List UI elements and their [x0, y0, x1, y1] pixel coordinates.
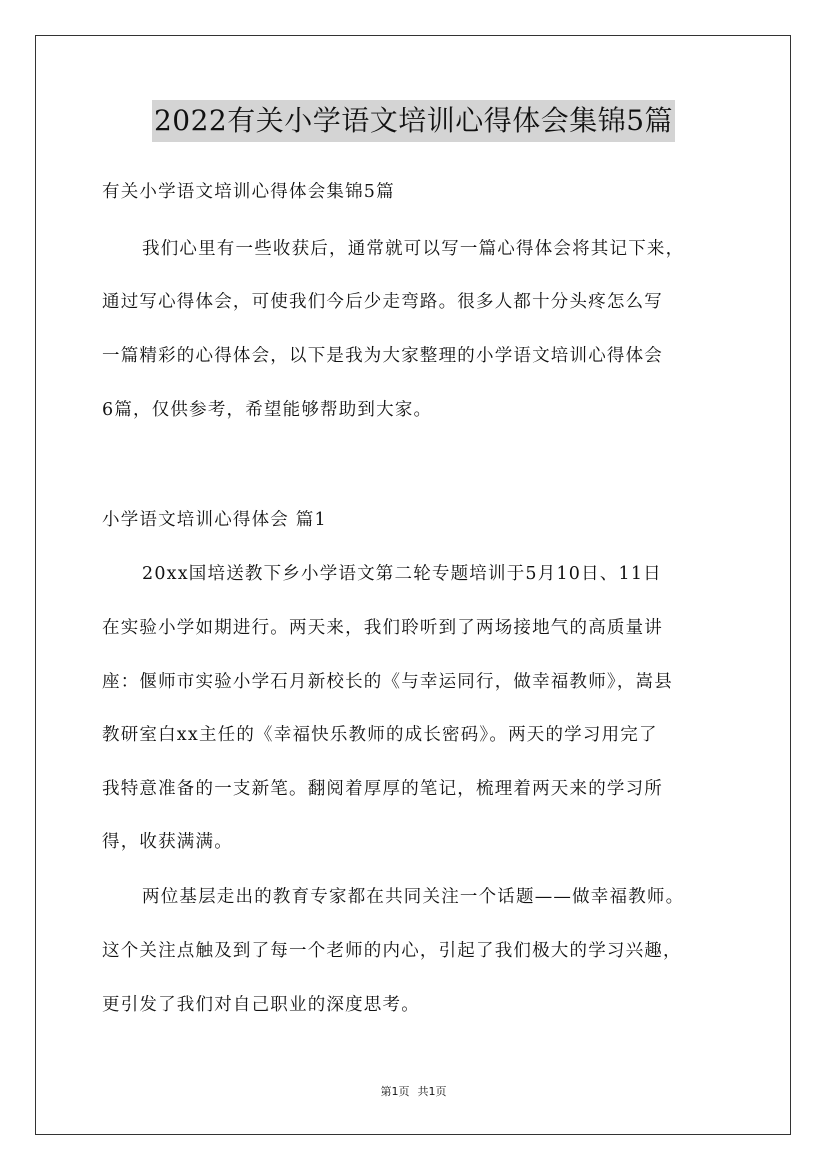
intro-line: 一篇精彩的心得体会，以下是我为大家整理的小学语文培训心得体会: [102, 346, 663, 366]
paragraph-line: 我特意准备的一支新笔。翻阅着厚厚的笔记，梳理着两天来的学习所: [102, 779, 663, 799]
page-total: 共1页: [417, 1085, 447, 1098]
intro-line: 通过写心得体会，可使我们今后少走弯路。很多人都十分头疼怎么写: [102, 292, 663, 312]
section-heading: 小学语文培训心得体会 篇1: [102, 510, 327, 530]
paragraph-line: 两位基层走出的教育专家都在共同关注一个话题——做幸福教师。: [142, 887, 685, 907]
paragraph-line: 教研室白xx主任的《幸福快乐教师的成长密码》。两天的学习用完了: [102, 725, 658, 745]
paragraph-line: 这个关注点触及到了每一个老师的内心，引起了我们极大的学习兴趣，: [102, 941, 682, 961]
paragraph-line: 在实验小学如期进行。两天来，我们聆听到了两场接地气的高质量讲: [102, 618, 663, 638]
intro-line: 我们心里有一些收获后，通常就可以写一篇心得体会将其记下来，: [142, 239, 685, 259]
document-subtitle: 有关小学语文培训心得体会集锦5篇: [102, 182, 395, 202]
document-title: 2022有关小学语文培训心得体会集锦5篇: [152, 100, 675, 142]
paragraph-line: 得，收获满满。: [102, 832, 233, 852]
paragraph-line: 更引发了我们对自己职业的深度思考。: [102, 995, 420, 1015]
page-number: 第1页: [380, 1085, 410, 1098]
intro-line: 6篇，仅供参考，希望能够帮助到大家。: [102, 400, 433, 420]
title-container: [0, 100, 827, 142]
paragraph-line: 20xx国培送教下乡小学语文第二轮专题培训于5月10日、11日: [142, 564, 662, 584]
paragraph-line: 座：偃师市实验小学石月新校长的《与幸运同行，做幸福教师》，嵩县: [102, 672, 673, 692]
page-footer: [0, 1083, 827, 1099]
